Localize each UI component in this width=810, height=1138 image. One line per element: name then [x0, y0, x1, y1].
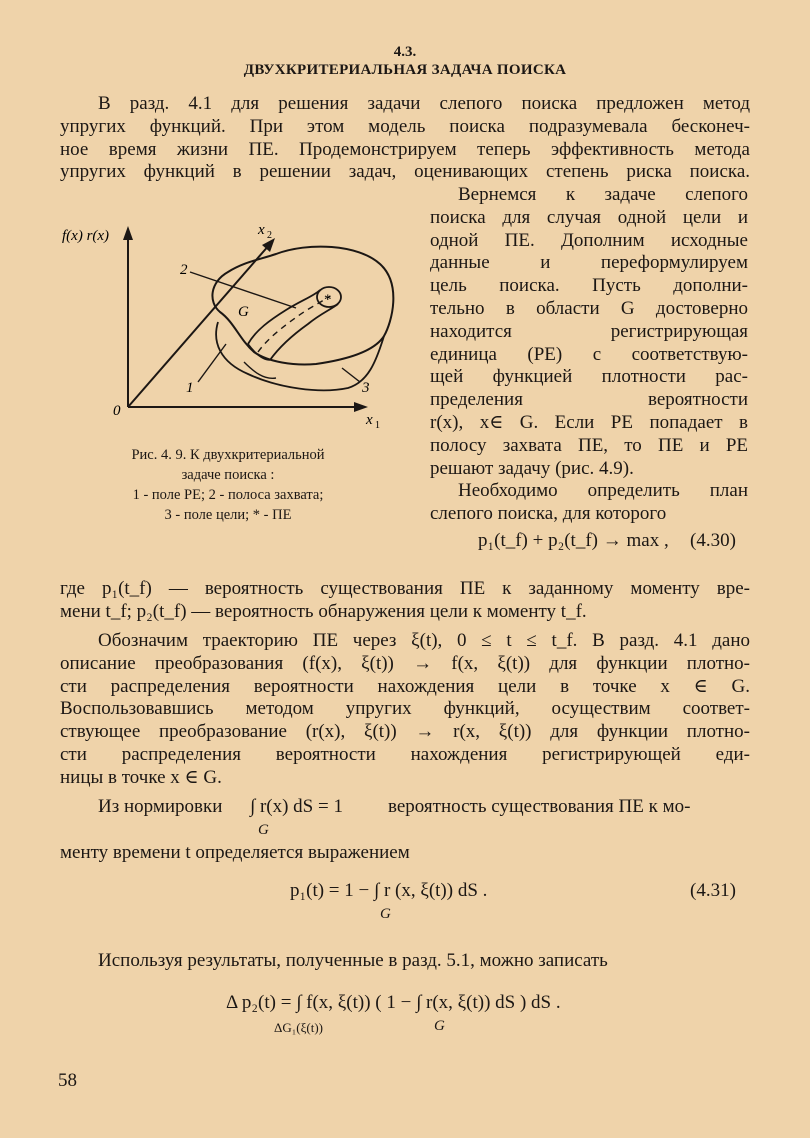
- normalization-integral: ∫ r(x) dS = 1: [250, 796, 343, 817]
- x1-label: x: [366, 412, 373, 428]
- intro-paragraph: [60, 93, 750, 184]
- figure-4-9: [58, 212, 408, 440]
- caption-line: 3 - поле цели; * - ПЕ: [164, 507, 292, 523]
- text-line: Необходимо определить план: [458, 480, 748, 502]
- leader-line-1: [198, 344, 226, 382]
- intro-line: ное время жизни ПЕ. Продемонстрируем теперь эффективность метода: [60, 138, 750, 160]
- x2-axis: [128, 244, 270, 407]
- text-line: решают задачу (рис. 4.9).: [430, 457, 634, 479]
- text-line: тельно в области G достоверно: [430, 297, 748, 319]
- text-line: r(x), x∈ G. Если РЕ попадает в: [430, 411, 748, 433]
- caption-line: Рис. 4. 9. К двухкритериальной: [131, 447, 325, 463]
- text-line: Воспользовавшись методом упругих функций, осуществим соответ-: [60, 698, 750, 720]
- label-3: 3: [362, 380, 370, 396]
- intro-line: упругих функций. При этом модель поиска подразумевала бесконеч-: [60, 115, 750, 137]
- text-line: находится регистрирующая: [430, 320, 748, 342]
- y-axis-label: f(x) r(x): [62, 228, 110, 244]
- normalization-limit: G: [258, 822, 269, 838]
- text-line: одной ПЕ. Дополним исходные: [430, 229, 748, 251]
- caption-line: 1 - поле РЕ; 2 - полоса захвата;: [132, 487, 324, 503]
- where-paragraph: [60, 578, 750, 624]
- text-line: где p₁(t_f) — вероятность существования ПЕ к заданному моменту вре-: [60, 578, 750, 599]
- text-line: Вернемся к задаче слепого: [458, 184, 748, 205]
- section-title: ДВУХКРИТЕРИАЛЬНАЯ ЗАДАЧА ПОИСКА: [243, 62, 567, 78]
- text-line: сти распределения вероятности нахождения регистрирующей еди-: [60, 743, 750, 765]
- equation-number-4-30: (4.30): [690, 530, 736, 551]
- equation-4-31-limit: G: [380, 906, 391, 922]
- equation-delta-p2-outer-limit: ΔG₁(ξ(t)): [274, 1020, 324, 1035]
- text-line: описание преобразования (f(x), ξ(t)) → f(x, ξ(t)) для функции плотно-: [60, 652, 750, 674]
- intro-line: упругих функций в решении задач, оценивающих степень риска поиска.: [60, 161, 750, 183]
- text-line: Обозначим траекторию ПЕ через ξ(t), 0 ≤ t ≤ t_f. В разд. 4.1 дано: [98, 630, 750, 651]
- equation-number-4-31: (4.31): [690, 880, 736, 901]
- text-line: ствующее преобразование (r(x), ξ(t)) → r(x, ξ(t)) для функции плотно-: [60, 721, 750, 743]
- label-2: 2: [180, 262, 188, 278]
- region-g-label: G: [238, 304, 249, 320]
- text-line: цель поиска. Пусть дополни-: [430, 275, 748, 297]
- x1-axis-arrow: [354, 402, 368, 412]
- equation-4-31: p₁(t) = 1 − ∫ r (x, ξ(t)) dS .: [290, 880, 488, 901]
- text-line: единица (РЕ) с соответствую-: [430, 343, 748, 365]
- text-line: слепого поиска, для которого: [430, 503, 667, 525]
- equation-delta-p2: Δ p₂(t) = ∫ f(x, ξ(t)) ( 1 − ∫ r(x, ξ(t)) dS ) dS .: [226, 992, 561, 1013]
- x2-label: x: [258, 222, 265, 238]
- trajectory-paragraph: [60, 630, 750, 790]
- intro-line: В разд. 4.1 для решения задачи слепого поиска предложен метод: [98, 93, 750, 114]
- equation-delta-p2-inner-limit: G: [434, 1018, 445, 1034]
- normalization-rest: вероятность существования ПЕ к мо-: [388, 796, 691, 817]
- label-1: 1: [186, 380, 194, 396]
- text-line: полосу захвата ПЕ, то ПЕ и РЕ: [430, 434, 748, 456]
- text-line: щей функцией плотности рас-: [430, 366, 748, 388]
- section-number: 4.3.: [393, 44, 417, 60]
- x2-subscript: 2: [267, 230, 272, 241]
- text-line: ницы в точке x ∈ G.: [60, 766, 222, 788]
- origin-label: 0: [113, 403, 121, 419]
- page-number: 58: [58, 1070, 77, 1091]
- normalization-start: Из нормировки: [98, 796, 223, 817]
- text-line: данные и переформулируем: [430, 252, 748, 274]
- leader-line-3: [342, 368, 360, 382]
- text-line: пределения вероятности: [430, 389, 748, 411]
- search-unit-star: *: [324, 292, 332, 308]
- text-line: поиска для случая одной цели и: [430, 206, 748, 228]
- x1-subscript: 1: [375, 420, 380, 431]
- y-axis-arrow: [123, 226, 133, 240]
- equation-4-30: p₁(t_f) + p₂(t_f) → max ,: [478, 530, 669, 551]
- right-column-text: [430, 184, 748, 526]
- strip-section: [244, 362, 276, 378]
- caption-line: задаче поиска :: [181, 467, 275, 483]
- figure-caption: [78, 445, 378, 525]
- leader-line-2: [190, 272, 296, 308]
- normalization-line2: менту времени t определяется выражением: [60, 842, 410, 863]
- capture-strip-edge-1: [248, 290, 320, 344]
- target-field-3: [216, 322, 384, 390]
- text-line: сти распределения вероятности нахождения цели в точке x ∈ G.: [60, 675, 750, 697]
- text-line: мени t_f; p₂(t_f) — вероятность обнаружения цели к моменту t_f.: [60, 600, 587, 622]
- results-paragraph: Используя результаты, полученные в разд. 5.1, можно записать: [98, 950, 608, 971]
